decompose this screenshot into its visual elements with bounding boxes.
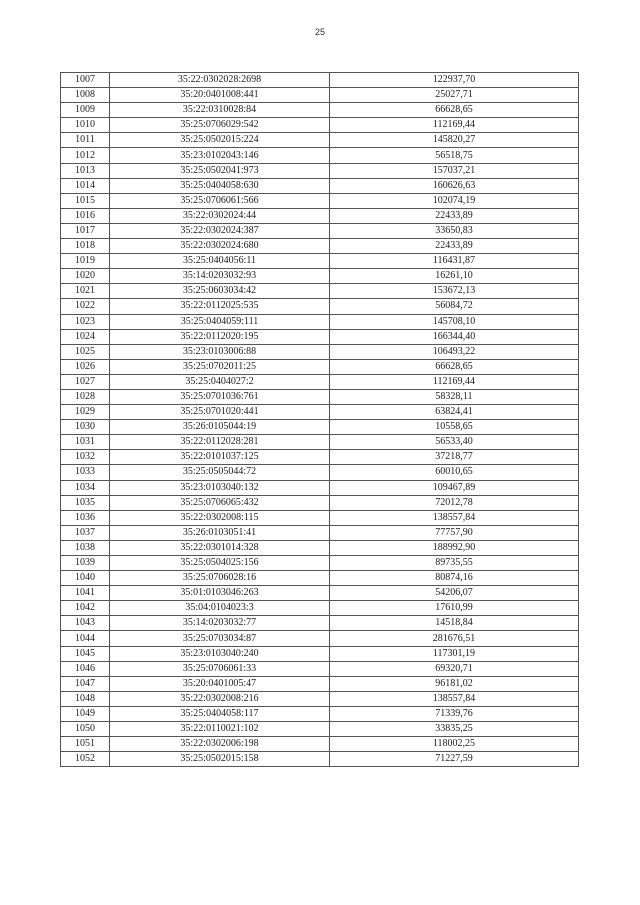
- value-cell: 58328,11: [330, 389, 579, 404]
- value-cell: 10558,65: [330, 420, 579, 435]
- table-row: [61, 239, 579, 254]
- cadastral-number-cell: 35:22:0302024:387: [110, 223, 330, 238]
- cadastral-number-cell: 35:22:0302006:198: [110, 737, 330, 752]
- row-number-cell: 1024: [61, 329, 110, 344]
- row-number-cell: 1021: [61, 284, 110, 299]
- table-row: [61, 540, 579, 555]
- row-number-cell: 1022: [61, 299, 110, 314]
- cadastral-number-cell: 35:25:0505044:72: [110, 465, 330, 480]
- value-cell: 112169,44: [330, 118, 579, 133]
- cadastral-number-cell: 35:14:0203032:93: [110, 269, 330, 284]
- table-row: [61, 178, 579, 193]
- value-cell: 106493,22: [330, 344, 579, 359]
- row-number-cell: 1032: [61, 450, 110, 465]
- cadastral-number-cell: 35:23:0103040:132: [110, 480, 330, 495]
- value-cell: 37218,77: [330, 450, 579, 465]
- value-cell: 157037,21: [330, 163, 579, 178]
- cadastral-number-cell: 35:25:0703034:87: [110, 631, 330, 646]
- row-number-cell: 1049: [61, 706, 110, 721]
- table-row: [61, 722, 579, 737]
- table-row: [61, 374, 579, 389]
- value-cell: 77757,90: [330, 525, 579, 540]
- table-row: [61, 148, 579, 163]
- cadastral-number-cell: 35:25:0502015:158: [110, 752, 330, 767]
- table-row: [61, 193, 579, 208]
- row-number-cell: 1019: [61, 254, 110, 269]
- cadastral-number-cell: 35:22:0112028:281: [110, 435, 330, 450]
- row-number-cell: 1046: [61, 661, 110, 676]
- row-number-cell: 1047: [61, 676, 110, 691]
- value-cell: 160626,63: [330, 178, 579, 193]
- cadastral-number-cell: 35:25:0502015:224: [110, 133, 330, 148]
- value-cell: 145708,10: [330, 314, 579, 329]
- cadastral-number-cell: 35:25:0603034:42: [110, 284, 330, 299]
- cadastral-number-cell: 35:14:0203032:77: [110, 616, 330, 631]
- cadastral-number-cell: 35:22:0302008:115: [110, 510, 330, 525]
- row-number-cell: 1050: [61, 722, 110, 737]
- value-cell: 118002,25: [330, 737, 579, 752]
- cadastral-number-cell: 35:20:0401008:441: [110, 88, 330, 103]
- cadastral-number-cell: 35:25:0404058:630: [110, 178, 330, 193]
- row-number-cell: 1009: [61, 103, 110, 118]
- cadastral-number-cell: 35:25:0706029:542: [110, 118, 330, 133]
- cadastral-table: [60, 72, 579, 767]
- table-row: [61, 389, 579, 404]
- cadastral-number-cell: 35:26:0105044:19: [110, 420, 330, 435]
- row-number-cell: 1052: [61, 752, 110, 767]
- value-cell: 188992,90: [330, 540, 579, 555]
- cadastral-number-cell: 35:25:0706065:432: [110, 495, 330, 510]
- row-number-cell: 1043: [61, 616, 110, 631]
- table-row: [61, 344, 579, 359]
- table-row: [61, 118, 579, 133]
- value-cell: 17610,99: [330, 601, 579, 616]
- table-row: [61, 329, 579, 344]
- cadastral-number-cell: 35:25:0706061:33: [110, 661, 330, 676]
- row-number-cell: 1029: [61, 405, 110, 420]
- table-row: [61, 752, 579, 767]
- value-cell: 14518,84: [330, 616, 579, 631]
- row-number-cell: 1010: [61, 118, 110, 133]
- row-number-cell: 1023: [61, 314, 110, 329]
- table-row: [61, 706, 579, 721]
- cadastral-number-cell: 35:23:0103006:88: [110, 344, 330, 359]
- table-row: [61, 359, 579, 374]
- value-cell: 22433,89: [330, 208, 579, 223]
- value-cell: 89735,55: [330, 556, 579, 571]
- value-cell: 80874,16: [330, 571, 579, 586]
- value-cell: 71227,59: [330, 752, 579, 767]
- row-number-cell: 1037: [61, 525, 110, 540]
- table-row: [61, 616, 579, 631]
- value-cell: 69320,71: [330, 661, 579, 676]
- row-number-cell: 1012: [61, 148, 110, 163]
- value-cell: 33835,25: [330, 722, 579, 737]
- value-cell: 25027,71: [330, 88, 579, 103]
- table-row: [61, 103, 579, 118]
- value-cell: 117301,19: [330, 646, 579, 661]
- table-row: [61, 631, 579, 646]
- cadastral-number-cell: 35:25:0701020:441: [110, 405, 330, 420]
- cadastral-number-cell: 35:26:0103051:41: [110, 525, 330, 540]
- table-row: [61, 405, 579, 420]
- table-row: [61, 465, 579, 480]
- page-number: 25: [314, 27, 325, 37]
- cadastral-number-cell: 35:22:0101037:125: [110, 450, 330, 465]
- value-cell: 72012,78: [330, 495, 579, 510]
- row-number-cell: 1041: [61, 586, 110, 601]
- value-cell: 71339,76: [330, 706, 579, 721]
- row-number-cell: 1015: [61, 193, 110, 208]
- cadastral-number-cell: 35:23:0103040:240: [110, 646, 330, 661]
- value-cell: 138557,84: [330, 510, 579, 525]
- cadastral-number-cell: 35:25:0702011:25: [110, 359, 330, 374]
- table-row: [61, 661, 579, 676]
- table-row: [61, 737, 579, 752]
- row-number-cell: 1025: [61, 344, 110, 359]
- table-row: [61, 73, 579, 88]
- value-cell: 22433,89: [330, 239, 579, 254]
- table-row: [61, 450, 579, 465]
- cadastral-number-cell: 35:25:0502041:973: [110, 163, 330, 178]
- value-cell: 96181,02: [330, 676, 579, 691]
- row-number-cell: 1038: [61, 540, 110, 555]
- cadastral-number-cell: 35:25:0404058:117: [110, 706, 330, 721]
- row-number-cell: 1018: [61, 239, 110, 254]
- cadastral-number-cell: 35:22:0112025:535: [110, 299, 330, 314]
- row-number-cell: 1008: [61, 88, 110, 103]
- table-row: [61, 571, 579, 586]
- table-row: [61, 676, 579, 691]
- table-row: [61, 420, 579, 435]
- cadastral-number-cell: 35:22:0301014:328: [110, 540, 330, 555]
- table-row: [61, 601, 579, 616]
- value-cell: 60010,65: [330, 465, 579, 480]
- row-number-cell: 1045: [61, 646, 110, 661]
- table-row: [61, 314, 579, 329]
- row-number-cell: 1033: [61, 465, 110, 480]
- value-cell: 63824,41: [330, 405, 579, 420]
- value-cell: 116431,87: [330, 254, 579, 269]
- table-row: [61, 525, 579, 540]
- row-number-cell: 1030: [61, 420, 110, 435]
- table-row: [61, 556, 579, 571]
- value-cell: 66628,65: [330, 359, 579, 374]
- row-number-cell: 1039: [61, 556, 110, 571]
- cadastral-number-cell: 35:25:0404059:111: [110, 314, 330, 329]
- row-number-cell: 1014: [61, 178, 110, 193]
- table-row: [61, 646, 579, 661]
- cadastral-number-cell: 35:22:0310028:84: [110, 103, 330, 118]
- cadastral-number-cell: 35:22:0110021:102: [110, 722, 330, 737]
- value-cell: 153672,13: [330, 284, 579, 299]
- value-cell: 145820,27: [330, 133, 579, 148]
- row-number-cell: 1027: [61, 374, 110, 389]
- value-cell: 112169,44: [330, 374, 579, 389]
- cadastral-number-cell: 35:25:0706061:566: [110, 193, 330, 208]
- row-number-cell: 1036: [61, 510, 110, 525]
- value-cell: 33650,83: [330, 223, 579, 238]
- value-cell: 102074,19: [330, 193, 579, 208]
- value-cell: 54206,07: [330, 586, 579, 601]
- cadastral-number-cell: 35:25:0504025:156: [110, 556, 330, 571]
- table-row: [61, 88, 579, 103]
- cadastral-number-cell: 35:20:0401005:47: [110, 676, 330, 691]
- value-cell: 109467,89: [330, 480, 579, 495]
- row-number-cell: 1017: [61, 223, 110, 238]
- cadastral-number-cell: 35:25:0404027:2: [110, 374, 330, 389]
- cadastral-number-cell: 35:23:0102043:146: [110, 148, 330, 163]
- table-row: [61, 163, 579, 178]
- value-cell: 56518,75: [330, 148, 579, 163]
- cadastral-number-cell: 35:22:0112020:195: [110, 329, 330, 344]
- value-cell: 56084,72: [330, 299, 579, 314]
- row-number-cell: 1040: [61, 571, 110, 586]
- cadastral-number-cell: 35:22:0302024:44: [110, 208, 330, 223]
- row-number-cell: 1016: [61, 208, 110, 223]
- row-number-cell: 1048: [61, 691, 110, 706]
- cadastral-number-cell: 35:22:0302024:680: [110, 239, 330, 254]
- cadastral-number-cell: 35:04:0104023:3: [110, 601, 330, 616]
- table-row: [61, 208, 579, 223]
- row-number-cell: 1007: [61, 73, 110, 88]
- table-row: [61, 223, 579, 238]
- row-number-cell: 1044: [61, 631, 110, 646]
- row-number-cell: 1011: [61, 133, 110, 148]
- value-cell: 16261,10: [330, 269, 579, 284]
- row-number-cell: 1034: [61, 480, 110, 495]
- cadastral-number-cell: 35:01:0103046:263: [110, 586, 330, 601]
- value-cell: 122937,70: [330, 73, 579, 88]
- table-row: [61, 691, 579, 706]
- value-cell: 138557,84: [330, 691, 579, 706]
- table-row: [61, 435, 579, 450]
- value-cell: 66628,65: [330, 103, 579, 118]
- cadastral-number-cell: 35:22:0302008:216: [110, 691, 330, 706]
- table-row: [61, 586, 579, 601]
- cadastral-number-cell: 35:22:0302028:2698: [110, 73, 330, 88]
- row-number-cell: 1031: [61, 435, 110, 450]
- table-row: [61, 510, 579, 525]
- row-number-cell: 1051: [61, 737, 110, 752]
- table-row: [61, 133, 579, 148]
- value-cell: 166344,40: [330, 329, 579, 344]
- row-number-cell: 1020: [61, 269, 110, 284]
- cadastral-number-cell: 35:25:0701036:761: [110, 389, 330, 404]
- cadastral-number-cell: 35:25:0706028:16: [110, 571, 330, 586]
- table-body: [61, 73, 579, 767]
- cadastral-number-cell: 35:25:0404056:11: [110, 254, 330, 269]
- value-cell: 56533,40: [330, 435, 579, 450]
- table-row: [61, 254, 579, 269]
- table-row: [61, 480, 579, 495]
- row-number-cell: 1042: [61, 601, 110, 616]
- row-number-cell: 1035: [61, 495, 110, 510]
- row-number-cell: 1028: [61, 389, 110, 404]
- row-number-cell: 1026: [61, 359, 110, 374]
- table-row: [61, 269, 579, 284]
- value-cell: 281676,51: [330, 631, 579, 646]
- row-number-cell: 1013: [61, 163, 110, 178]
- table-row: [61, 299, 579, 314]
- table-row: [61, 495, 579, 510]
- table-row: [61, 284, 579, 299]
